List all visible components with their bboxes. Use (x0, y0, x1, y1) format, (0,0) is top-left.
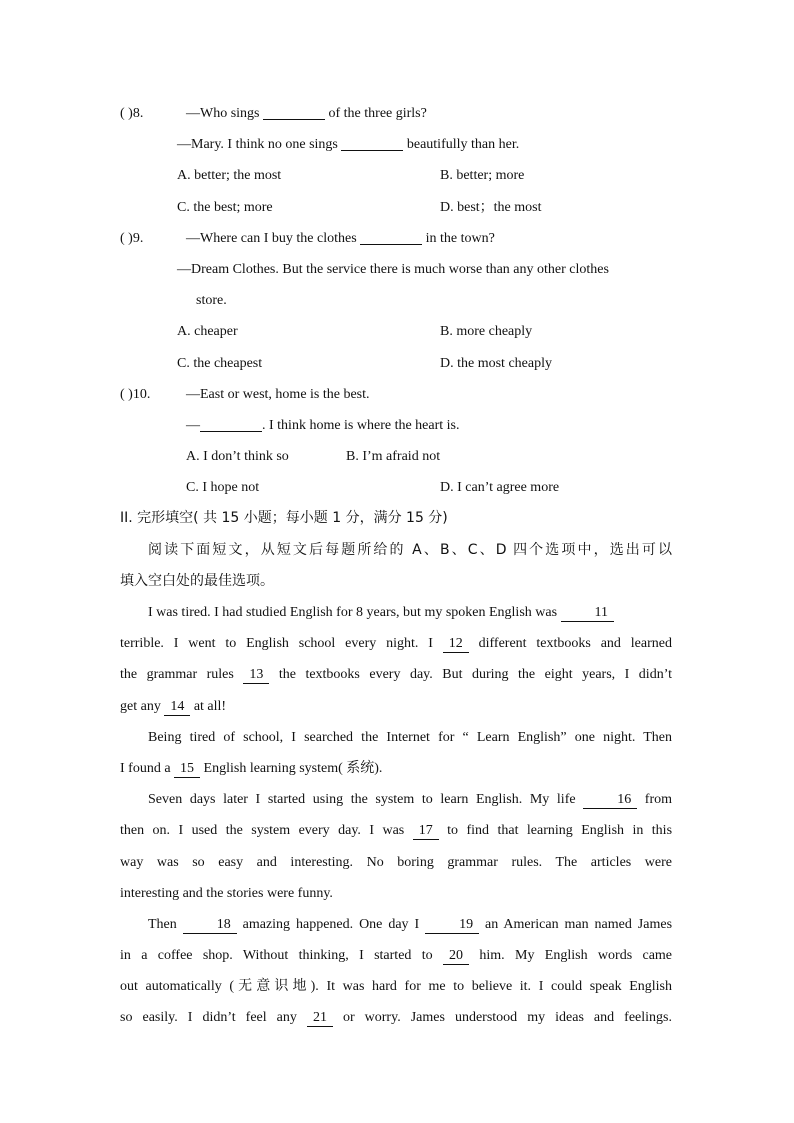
option-a: A. better; the most (177, 168, 282, 184)
option-d: D. I can’t agree more (440, 480, 560, 496)
blank-number: 13 (243, 667, 269, 684)
blank-number: 12 (443, 636, 469, 653)
question-8-stem: ( )8. —Who sings of the three girls? (120, 98, 672, 129)
answer-bracket: ( )10. (120, 386, 151, 402)
question-9-options-ab (120, 316, 672, 347)
question-10-stem: ( )10. —East or west, home is the best. (120, 379, 672, 410)
section-instruction-cont: 填入空白处的最佳选项。 (120, 572, 274, 589)
question-8-reply: —Mary. I think no one sings beautifully than her. (120, 129, 672, 160)
section-title: II. 完形填空( 共 15 小题；每小题 1 分，满分 15 分) (120, 510, 448, 527)
blank-number: 20 (443, 948, 469, 965)
exam-page (120, 98, 672, 1034)
answer-blank (341, 134, 403, 151)
option-b: B. better; more (440, 168, 525, 184)
option-a: A. I don’t think so (186, 449, 289, 465)
question-10-options-cd (120, 472, 672, 503)
passage-line: then on. I used the system every day. I was 17 to find that learning English in this (120, 823, 673, 839)
blank-number: 11 (561, 605, 614, 622)
answer-blank (360, 228, 422, 245)
blank-number: 17 (413, 823, 439, 840)
question-8-options-cd (120, 192, 672, 223)
passage-line: terrible. I went to English school every night. I 12 different textbooks and learned (120, 636, 672, 652)
question-9-options-cd (120, 348, 672, 379)
passage-line: interesting and the stories were funny. (120, 885, 333, 901)
question-10-reply: — . I think home is where the heart is. (120, 410, 672, 441)
option-a: A. cheaper (177, 324, 238, 340)
blank-number: 16 (583, 792, 637, 809)
option-b: B. more cheaply (440, 324, 533, 340)
question-9-stem: ( )9. —Where can I buy the clothes in the town? (120, 223, 672, 254)
passage-line: I was tired. I had studied English for 8 years, but my spoken English was 11 (120, 597, 672, 628)
option-c: C. the cheapest (177, 355, 263, 371)
passage-line: out automatically (无意识地). It was hard for me to believe it. I could speak English (120, 979, 672, 995)
question-8-options-ab (120, 160, 672, 191)
passage-line: I found a 15 English learning system( 系统). (120, 760, 383, 776)
passage-line: get any 14 at all! (120, 698, 227, 714)
passage-line: the grammar rules 13 the textbooks every day. But during the eight years, I didn’t (120, 667, 672, 683)
blank-number: 15 (174, 761, 200, 778)
option-d: D. best；the most (440, 199, 542, 215)
question-9-reply: —Dream Clothes. But the service there is much worse than any other clothes (177, 261, 609, 277)
blank-number: 19 (425, 917, 479, 934)
passage-line: so easily. I didn’t feel any 21 or worry. James understood my ideas and feelings. (120, 1010, 672, 1026)
answer-blank (263, 103, 325, 120)
answer-bracket: ( )9. (120, 230, 144, 246)
answer-blank (200, 415, 262, 432)
option-b: B. I’m afraid not (346, 449, 441, 465)
blank-number: 18 (183, 917, 237, 934)
option-c: C. the best; more (177, 199, 273, 215)
passage-line: Then 18 amazing happened. One day I 19 an American man named James (148, 916, 673, 932)
section-instruction: 阅读下面短文，从短文后每题所给的 A、B、C、D 四个选项中，选出可以 (148, 541, 672, 558)
option-c: C. I hope not (186, 480, 260, 496)
passage-line: in a coffee shop. Without thinking, I started to 20 him. My English words came (120, 948, 673, 964)
blank-number: 14 (164, 699, 190, 716)
passage-line: Being tired of school, I searched the Internet for “ Learn English” one night. Then (148, 729, 672, 745)
passage-line: Seven days later I started using the system to learn English. My life 16 from (148, 792, 673, 808)
question-10-options-ab (120, 441, 672, 472)
passage-line: way was so easy and interesting. No boring grammar rules. The articles were (120, 854, 672, 870)
blank-number: 21 (307, 1010, 333, 1027)
option-d: D. the most cheaply (440, 355, 552, 371)
question-9-reply-cont: store. (196, 293, 227, 309)
answer-bracket: ( )8. (120, 106, 144, 121)
